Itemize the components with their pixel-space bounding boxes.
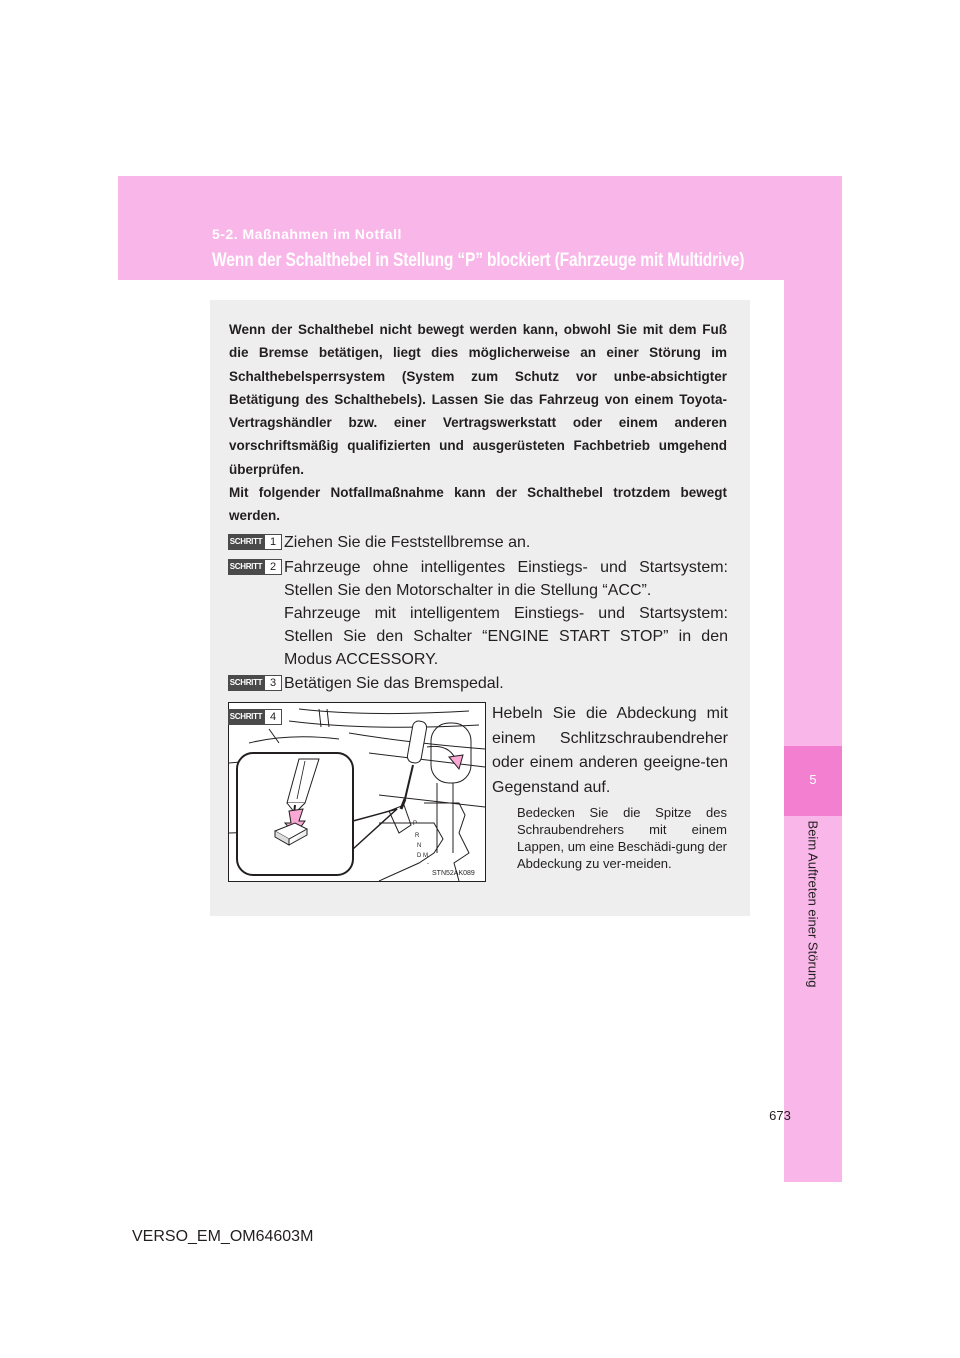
gate-label-minus: - bbox=[427, 861, 429, 867]
side-tab-chapter bbox=[784, 746, 842, 816]
step-3-text: Betätigen Sie das Bremspedal. bbox=[284, 675, 504, 692]
step-badge-label: SCHRITT bbox=[228, 534, 264, 550]
step-4-note: Bedecken Sie die Spitze des Schraubendrehers mit einem Lappen, um eine Beschädi-gung der Abdeckung zu ver-meiden. bbox=[517, 805, 727, 871]
step-badge-number: 1 bbox=[264, 534, 282, 550]
step-badge-label: SCHRITT bbox=[228, 709, 264, 725]
intro-paragraph-2: Mit folgender Notfallmaßnahme kann der Schalthebel trotzdem bewegt werden. bbox=[229, 485, 727, 524]
gate-label-n: N bbox=[417, 843, 422, 849]
step-2-text: Fahrzeuge ohne intelligentes Einstiegs- und Startsystem: Stellen Sie den Motorschalter in die Stellung “ACC”. Fahrzeuge mit intelligentem Einstiegs- und Startsystem: Stellen Sie den Schalter “ENGINE START STOP” in den Modus ACCESSORY. bbox=[284, 559, 728, 668]
section-heading: 5-2. Maßnahmen im Notfall bbox=[212, 226, 402, 242]
step-1-text: Ziehen Sie die Feststellbremse an. bbox=[284, 534, 531, 551]
step-badge-label: SCHRITT bbox=[228, 675, 264, 691]
gate-label-p: P bbox=[413, 821, 418, 827]
intro-paragraph-1: Wenn der Schalthebel nicht bewegt werden kann, obwohl Sie mit dem Fuß die Bremse betätigen, liegt dies möglicherweise an einer Störung im Schalthebelsperrsystem (System zum Schutz vor unbe-absichtigter Betätigung des Schalthebels). Lassen Sie das Fahrzeug von einem Toyota-Vertragshändler bzw. einer Vertragswerkstatt oder einem anderen vorschriftsmäßig qualifizierten und ausgerüsteten Fachbetrieb umgehend überprüfen. bbox=[229, 322, 727, 477]
screwdriver-cover-drawing bbox=[229, 703, 485, 881]
step-badge-2 bbox=[228, 559, 282, 575]
step-badge-1 bbox=[228, 534, 282, 550]
gate-label-m: M bbox=[423, 853, 428, 859]
step-badge-number: 2 bbox=[264, 559, 282, 575]
gate-label-r: R bbox=[415, 833, 420, 839]
shift-lever-illustration bbox=[228, 702, 486, 882]
illustration-code: STN52AK089 bbox=[432, 870, 475, 877]
step-4-text: Hebeln Sie die Abdeckung mit einem Schlitzschraubendreher oder einem anderen geeigne-ten Gegenstand auf. bbox=[492, 705, 728, 796]
intro-text bbox=[229, 318, 727, 528]
page-number: 673 bbox=[769, 1108, 791, 1123]
step-badge-number: 4 bbox=[264, 709, 282, 725]
chapter-label: Beim Auftreten einer Störung bbox=[805, 820, 821, 988]
step-badge-label: SCHRITT bbox=[228, 559, 264, 575]
step-badge-number: 3 bbox=[264, 675, 282, 691]
gate-label-d: D bbox=[417, 853, 422, 859]
page-title: Wenn der Schalthebel in Stellung “P” blockiert (Fahrzeuge mit Multidrive) bbox=[212, 250, 745, 271]
document-code: VERSO_EM_OM64603M bbox=[132, 1228, 314, 1245]
side-tab bbox=[784, 280, 842, 1182]
step-badge-4 bbox=[228, 709, 282, 725]
step-badge-3 bbox=[228, 675, 282, 691]
chapter-number: 5 bbox=[809, 772, 817, 787]
